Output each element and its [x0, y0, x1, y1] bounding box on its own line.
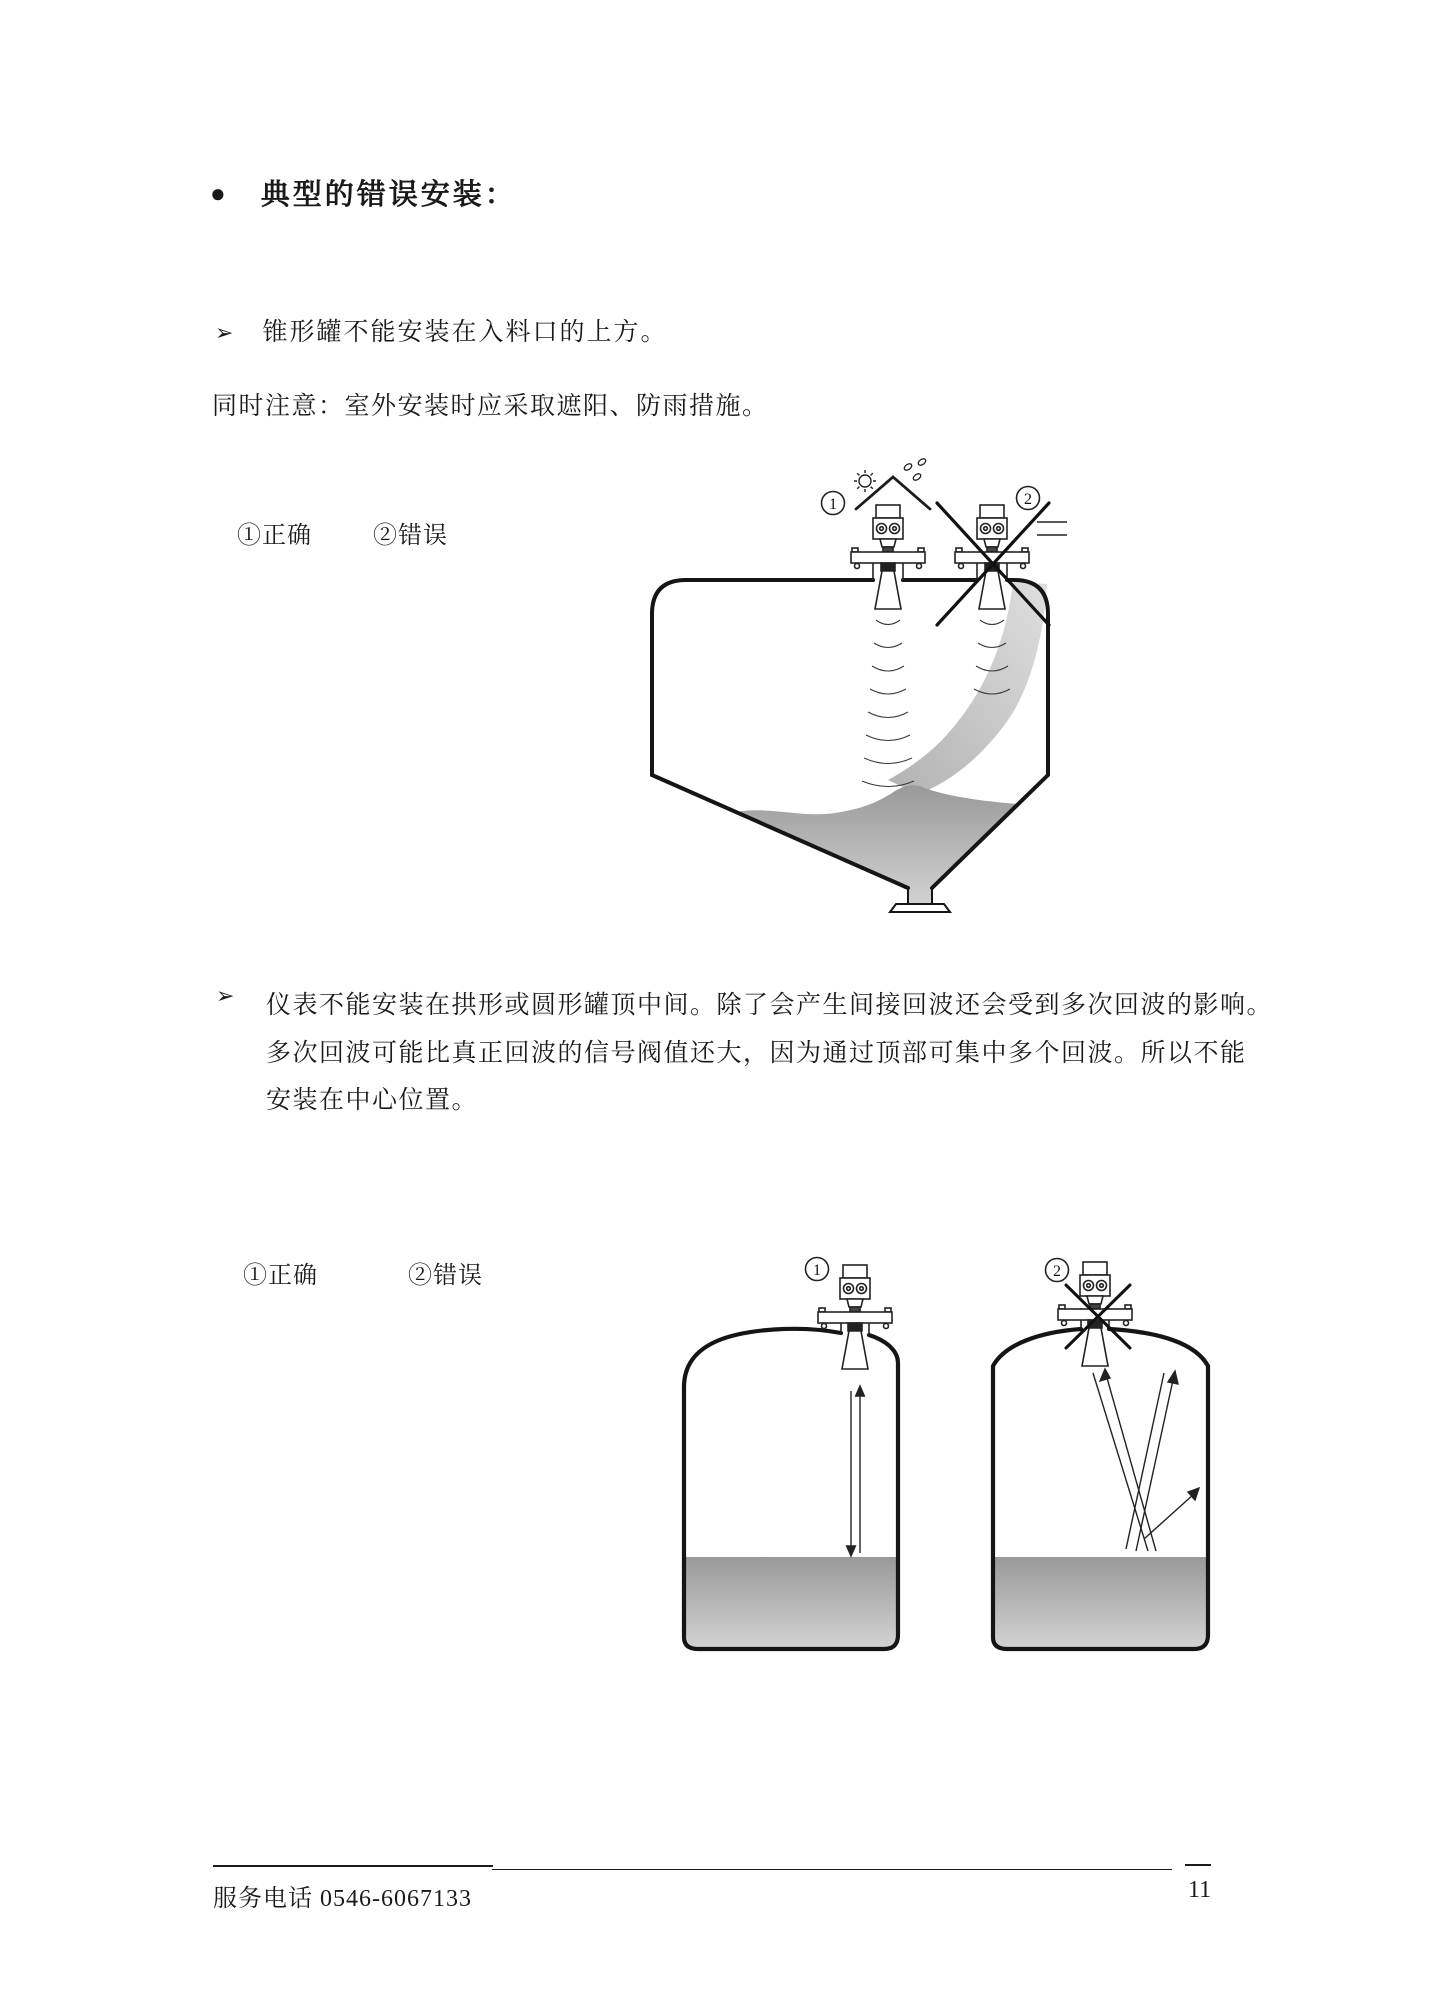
marker-2-badge: [1046, 1259, 1069, 1282]
svg-text:1: 1: [813, 1262, 821, 1279]
radar-sensor-correct-icon: [818, 1265, 892, 1369]
sun-icon: [854, 470, 876, 492]
figure1-label-wrong: ②错误: [373, 523, 448, 549]
bullet-item-1-text: 锥形罐不能安装在入料口的上方。: [262, 319, 668, 346]
figure2-label-correct: ①正确: [243, 1263, 318, 1289]
echo-arrows-wrong: [1093, 1369, 1199, 1551]
page-number-rule: [1185, 1864, 1211, 1866]
feed-inlet-pipe: [1037, 522, 1067, 535]
page-title: [210, 172, 517, 213]
note-line: 同时注意：室外安装时应采取遮阳、防雨措施。: [212, 393, 769, 420]
bullet-item-2-line1: 仪表不能安装在拱形或圆形罐顶中间。除了会产生间接回波还会受到多次回波的影响。: [266, 992, 1274, 1019]
material-fill-left: [686, 1557, 896, 1647]
bullet-item-2-line2: 多次回波可能比真正回波的信号阀值还大，因为通过顶部可集中多个回波。所以不能: [266, 1039, 1247, 1067]
material-fill-right: [995, 1557, 1206, 1647]
figure2-diagram: [510, 1245, 1250, 1665]
bullet-dot-icon: ●: [210, 179, 229, 208]
marker-2-badge: [1017, 487, 1040, 510]
bullet-item-2-line3: 安装在中心位置。: [266, 1087, 479, 1114]
page-number: 11: [1188, 1877, 1212, 1903]
arrow-bullet-icon: ➢: [216, 984, 235, 1009]
page-title-text: 典型的错误安装：: [260, 179, 517, 211]
svg-text:2: 2: [1053, 1263, 1061, 1280]
beam-arcs-correct: [862, 620, 914, 787]
rain-icon: [903, 457, 927, 481]
echo-arrows-correct: [847, 1386, 865, 1556]
radar-sensor-correct-icon: [851, 505, 925, 609]
footer-rule-right: [492, 1869, 1172, 1870]
svg-text:2: 2: [1024, 491, 1032, 508]
figure1-diagram: [600, 452, 1080, 927]
bullet-item-2: [216, 982, 1274, 1114]
svg-text:1: 1: [829, 496, 837, 513]
arrow-bullet-icon: ➢: [215, 321, 236, 346]
figure1-label-correct: ①正确: [237, 523, 312, 549]
inlet-stream: [888, 582, 1047, 794]
bullet-item-1: [215, 312, 667, 348]
figure2-label-wrong: ②错误: [408, 1263, 483, 1289]
marker-1-badge: [822, 492, 845, 515]
footer-service-phone: 服务电话 0546-6067133: [213, 1886, 472, 1912]
footer-rule-left: [213, 1865, 493, 1867]
marker-1-badge: [806, 1258, 829, 1281]
